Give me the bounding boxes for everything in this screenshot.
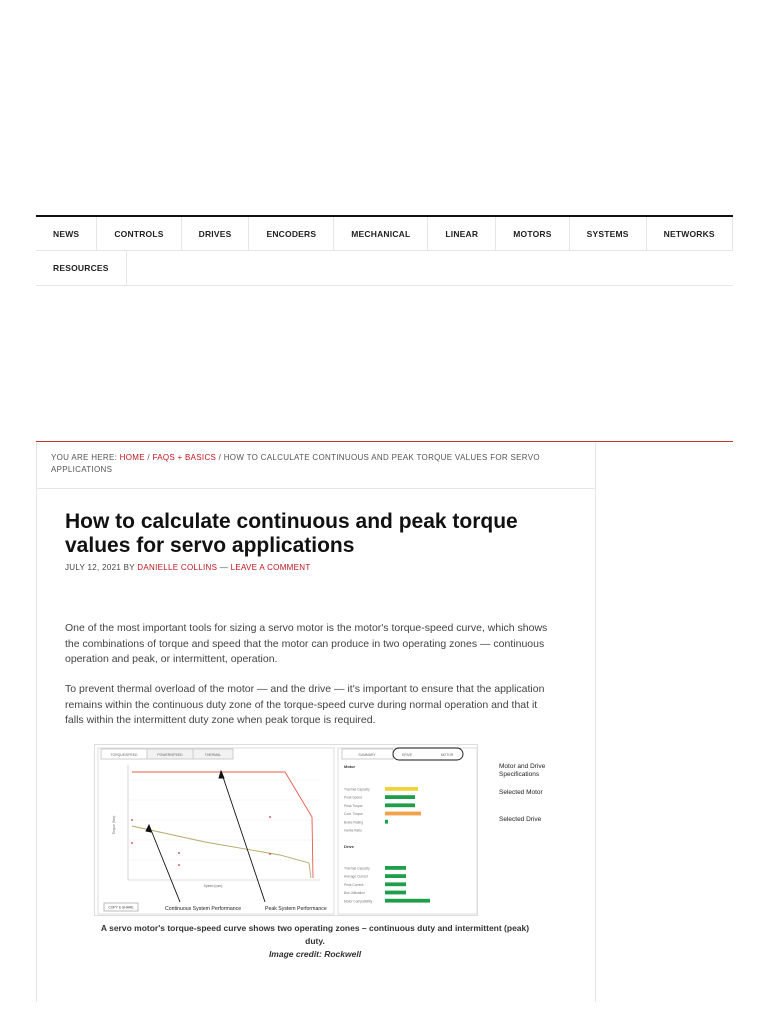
annotation-continuous: Continuous System Performance: [165, 906, 242, 912]
stat-bar: [385, 812, 421, 816]
stat-bar: [385, 899, 430, 903]
stat-label: Peak Torque: [344, 803, 363, 808]
stat-label: Thermal Capacity: [344, 787, 370, 792]
stat-bar: [385, 891, 406, 895]
tab-summary-label: SUMMARY: [358, 753, 376, 757]
stat-label: Brake Rating: [344, 820, 364, 825]
stat-label: Peak Current: [344, 882, 364, 887]
plot-panel: [98, 748, 334, 914]
annotation-selected-motor: Selected Motor: [499, 789, 543, 796]
stat-label: Average Current: [344, 874, 369, 879]
annotation-selected-drive: Selected Drive: [499, 816, 542, 823]
article-title: How to calculate continuous and peak torque values for servo applications: [65, 510, 518, 557]
copy-share-label: COPY & SHARE: [108, 905, 134, 910]
tab-thermal-label: THERMAL: [204, 753, 222, 757]
breadcrumb-separator: /: [216, 453, 224, 462]
meta-by: BY: [121, 563, 138, 572]
ad-placeholder: [36, 286, 733, 441]
stat-label: Peak Speed: [344, 795, 362, 800]
article-paragraph: To prevent thermal overload of the motor — and the drive — it's important to ensure that the application remains within the continuous duty zone of the torque-speed curve during normal operation and that it falls within the intermittent duty zone when peak torque is required.: [65, 683, 545, 726]
nav-item-resources[interactable]: RESOURCES: [36, 251, 127, 285]
annotation-motor-drive: Motor and Drive Specifications: [499, 763, 546, 778]
tab-torque-speed-label: TORQUE/SPEED: [110, 753, 138, 757]
y-axis-label: Torque (Nm): [112, 815, 116, 835]
nav-item-systems[interactable]: SYSTEMS: [570, 217, 647, 250]
article-figure: [94, 744, 546, 916]
stat-bar: [385, 820, 388, 824]
nav-item-motors[interactable]: MOTORS: [496, 217, 569, 250]
breadcrumb-home-link[interactable]: HOME: [119, 453, 145, 462]
caption-text: A servo motor's torque-speed curve shows two operating zones – continuous duty and intermittent (peak) duty.: [100, 923, 530, 946]
nav-row-secondary: [36, 251, 733, 285]
article-paragraph: One of the most important tools for sizing a servo motor is the motor's torque-speed curve, which shows the combinations of torque and speed that the motor can produce in two operating zones — continuous operation and peak, or intermittent, operation.: [65, 622, 548, 665]
stat-label: Thermal Capacity: [344, 866, 370, 871]
stat-bar: [385, 874, 406, 878]
article-column: [36, 442, 596, 1002]
annotation-peak: Peak System Performance: [265, 906, 327, 912]
x-axis-label: Speed (rpm): [203, 884, 223, 888]
section-drive-label: Drive: [344, 844, 355, 849]
breadcrumb-current: HOW TO CALCULATE CONTINUOUS AND PEAK TORQUE VALUES FOR SERVO APPLICATIONS: [51, 453, 540, 474]
nav-item-linear[interactable]: LINEAR: [428, 217, 496, 250]
torque-speed-screenshot-image: [95, 745, 479, 917]
stat-label: Inertia Ratio: [344, 828, 362, 833]
stat-bar: [385, 882, 406, 886]
breadcrumb-prefix: YOU ARE HERE:: [51, 453, 120, 462]
nav-item-networks[interactable]: NETWORKS: [647, 217, 733, 250]
stat-bar: [385, 795, 415, 799]
article-date: JULY 12, 2021: [65, 563, 122, 572]
nav-row-primary: [36, 217, 733, 251]
leave-comment-link[interactable]: LEAVE A COMMENT: [230, 563, 311, 572]
nav-item-mechanical[interactable]: MECHANICAL: [334, 217, 428, 250]
section-motor-label: Motor: [344, 764, 356, 769]
image-credit: Image credit: Rockwell: [268, 949, 362, 959]
breadcrumb-section-link[interactable]: FAQS + BASICS: [152, 453, 217, 462]
stat-bar: [385, 803, 415, 807]
divider: [37, 488, 596, 489]
tab-motor-label: MOTOR: [440, 753, 454, 757]
stat-bar: [385, 787, 418, 791]
breadcrumb-separator: /: [144, 453, 153, 462]
figure-caption: [100, 922, 530, 961]
article-meta: [65, 563, 311, 572]
stat-label: Cont. Torque: [344, 812, 363, 817]
nav-item-controls[interactable]: CONTROLS: [97, 217, 181, 250]
stat-label: Motor Compatibility: [344, 899, 373, 904]
author-link[interactable]: DANIELLE COLLINS: [137, 563, 218, 572]
nav-item-news[interactable]: NEWS: [36, 217, 97, 250]
meta-dash: —: [217, 563, 231, 572]
tab-power-speed-label: POWER/SPEED: [157, 753, 183, 757]
nav-item-encoders[interactable]: ENCODERS: [249, 217, 334, 250]
stat-label: Bus Utilization: [344, 891, 365, 896]
stat-bar: [385, 866, 406, 870]
breadcrumb: [51, 452, 561, 476]
nav-item-drives[interactable]: DRIVES: [182, 217, 250, 250]
tab-drive-label: DRIVE: [401, 753, 413, 757]
main-navigation: [36, 215, 733, 286]
